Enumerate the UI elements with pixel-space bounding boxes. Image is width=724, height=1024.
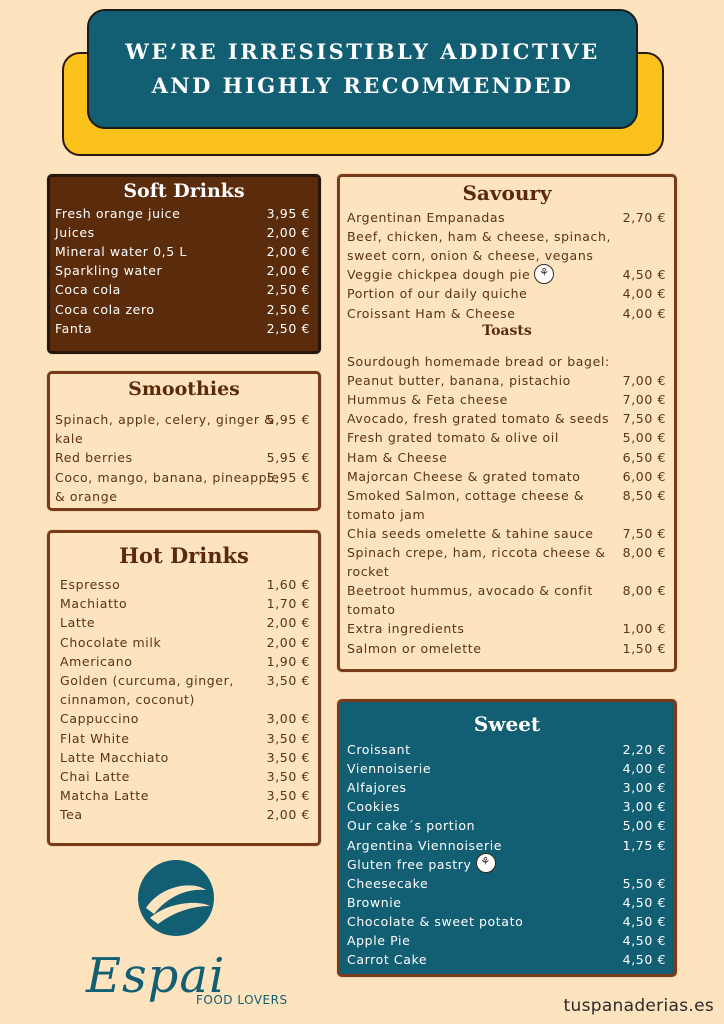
item-name: Tea [60, 807, 83, 823]
item-name: rocket [347, 564, 390, 580]
item-name: Machiatto [60, 596, 128, 612]
item-name: Latte Macchiato [60, 749, 169, 765]
item-price: 4,00 € [622, 286, 666, 302]
item-name: Ham & Cheese [347, 449, 448, 465]
item-name: Chocolate milk [60, 634, 162, 650]
soft-drinks-section [47, 174, 321, 354]
item-price: 6,00 € [622, 468, 666, 484]
item-name: Latte [60, 615, 96, 631]
item-price: 2,00 € [266, 807, 310, 823]
item-price: 7,50 € [622, 525, 666, 541]
item-price: 5,95 € [266, 450, 310, 466]
item-price: 8,00 € [622, 545, 666, 560]
item-price: 1,70 € [266, 596, 310, 612]
banner-line-2: AND HIGHLY RECOMMENDED [151, 73, 574, 98]
item-price: 8,00 € [622, 583, 666, 599]
item-price: 5,00 € [622, 818, 666, 834]
item-name: Fanta [55, 320, 93, 336]
item-name: Fresh grated tomato & olive oil [347, 430, 559, 446]
item-name: tomato [347, 602, 396, 618]
item-name-continued: & orange [55, 488, 118, 504]
item-name: Portion of our daily quiche [347, 286, 528, 302]
item-name: Coco, mango, banana, pineapple & orange [55, 469, 280, 504]
item-name: Fresh orange juice [55, 206, 181, 221]
savoury-section [337, 174, 677, 672]
section-title: Sweet [473, 712, 541, 736]
item-price: 1,00 € [622, 621, 666, 637]
item-name: Argentina Viennoiserie [347, 837, 503, 853]
item-name: Avocado, fresh grated tomato & seeds [347, 411, 610, 427]
item-name: Coca cola zero [55, 301, 155, 317]
item-name: Sourdough homemade bread or bagel: [347, 354, 610, 369]
hot-drinks-section [47, 530, 321, 846]
item-price: 3,50 € [266, 769, 310, 784]
item-name: Spinach, apple, celery, ginger & kale [55, 412, 275, 446]
item-price: 5,00 € [622, 430, 666, 446]
item-price: 4,50 € [622, 913, 666, 929]
gluten-free-icon: ⚘ [476, 853, 496, 873]
item-name: Croissant [347, 742, 411, 757]
item-price: 2,00 € [266, 244, 310, 260]
section-title: Soft Drinks [123, 180, 245, 202]
item-price: 5,95 € [266, 469, 310, 485]
item-name: Americano [60, 653, 133, 669]
section-title: Savoury [462, 181, 552, 205]
item-name: Beef, chicken, ham & cheese, spinach, [347, 229, 612, 245]
item-price: 4,00 € [622, 305, 666, 321]
item-price: 3,50 € [266, 730, 310, 746]
item-price: 2,50 € [266, 282, 310, 298]
item-name: Cappuccino [60, 711, 139, 727]
item-price: 6,50 € [622, 449, 666, 465]
item-price: 1,90 € [266, 653, 310, 669]
item-price: 4,50 € [622, 267, 666, 283]
item-price: 3,95 € [266, 206, 310, 221]
item-price: 3,50 € [266, 788, 310, 804]
item-name: Espresso [60, 577, 121, 592]
item-price: 4,50 € [622, 952, 666, 968]
banner [87, 9, 638, 129]
item-name: Viennoiserie [347, 761, 432, 777]
watermark: tuspanaderias.es [563, 996, 714, 1016]
toasts-title: Toasts [482, 323, 532, 339]
item-name: Cookies [347, 799, 401, 815]
item-price: 2,50 € [266, 320, 310, 336]
item-price: 3,00 € [622, 799, 666, 815]
item-price: 5,50 € [622, 875, 666, 891]
item-name: Sparkling water [55, 263, 163, 279]
item-name: Beetroot hummus, avocado & confit [347, 583, 594, 599]
item-price: 5,95 € [266, 412, 310, 427]
item-price: 2,70 € [622, 210, 666, 225]
item-price: 4,50 € [622, 894, 666, 910]
item-name: Flat White [60, 730, 130, 746]
item-name: sweet corn, onion & cheese, vegans [347, 248, 594, 264]
item-price: 7,00 € [622, 392, 666, 408]
item-name: Chai Latte [60, 769, 130, 784]
item-name: Coca cola [55, 282, 121, 298]
banner-line-1: WE’RE IRRESISTIBLY ADDICTIVE [125, 39, 600, 64]
item-price: 2,00 € [266, 615, 310, 631]
item-name: tomato jam [347, 506, 426, 522]
item-price: 4,00 € [622, 761, 666, 777]
item-name: Smoked Salmon, cottage cheese & [347, 487, 585, 503]
item-name-continued: kale [55, 431, 84, 446]
gluten-free-icon: ⚘ [534, 264, 554, 284]
item-name: Peanut butter, banana, pistachio [347, 373, 571, 389]
item-price: 7,50 € [622, 411, 666, 427]
section-title: Hot Drinks [119, 543, 249, 568]
smoothies-section [47, 371, 321, 511]
item-name: Chia seeds omelette & tahine sauce [347, 525, 594, 541]
item-name: Brownie [347, 894, 402, 910]
item-price: 7,00 € [622, 373, 666, 389]
item-name: Juices [55, 225, 95, 241]
item-price: 3,00 € [266, 711, 310, 727]
item-price: 3,50 € [266, 673, 310, 688]
item-name: Red berries [55, 450, 133, 466]
item-price: 1,75 € [622, 837, 666, 853]
item-name: Hummus & Feta cheese [347, 392, 508, 408]
item-name: Spinach crepe, ham, riccota cheese & [347, 545, 606, 560]
item-price: 4,50 € [622, 933, 666, 948]
logo-wordmark: Espai [86, 948, 226, 1004]
item-name: Majorcan Cheese & grated tomato [347, 468, 581, 484]
item-price: 2,00 € [266, 634, 310, 650]
item-name: Mineral water 0,5 L [55, 244, 187, 260]
item-name: Salmon or omelette [347, 640, 482, 656]
item-price: 2,00 € [266, 225, 310, 241]
item-name: Matcha Latte [60, 788, 150, 804]
item-name: Cheesecake [347, 875, 429, 891]
item-name: Carrot Cake [347, 952, 428, 968]
item-price: 3,50 € [266, 749, 310, 765]
item-name: Apple Pie [347, 933, 411, 948]
item-price: 2,20 € [622, 742, 666, 757]
item-name: Golden (curcuma, ginger, cinnamon, coconut) [60, 673, 234, 707]
item-name-continued: cinnamon, coconut) [60, 692, 196, 707]
item-price: 3,00 € [622, 780, 666, 796]
item-price: 2,00 € [266, 263, 310, 279]
item-name: Extra ingredients [347, 621, 465, 637]
item-name: Alfajores [347, 780, 407, 796]
item-price: 1,60 € [266, 577, 310, 592]
item-name: Our cake´s portion [347, 818, 476, 834]
item-name: Argentinan Empanadas [347, 210, 506, 225]
item-name: Gluten free pastry ⚘ [347, 855, 496, 876]
item-name: Chocolate & sweet potato [347, 913, 524, 929]
item-name: Veggie chickpea dough pie ⚘ [347, 265, 554, 286]
sweet-section [337, 699, 677, 977]
logo-tagline: FOOD LOVERS [196, 993, 288, 1007]
section-title: Smoothies [128, 378, 240, 400]
item-price: 8,50 € [622, 487, 666, 503]
item-price: 2,50 € [266, 301, 310, 317]
item-name: Croissant Ham & Cheese [347, 305, 516, 321]
item-price: 1,50 € [622, 640, 666, 656]
